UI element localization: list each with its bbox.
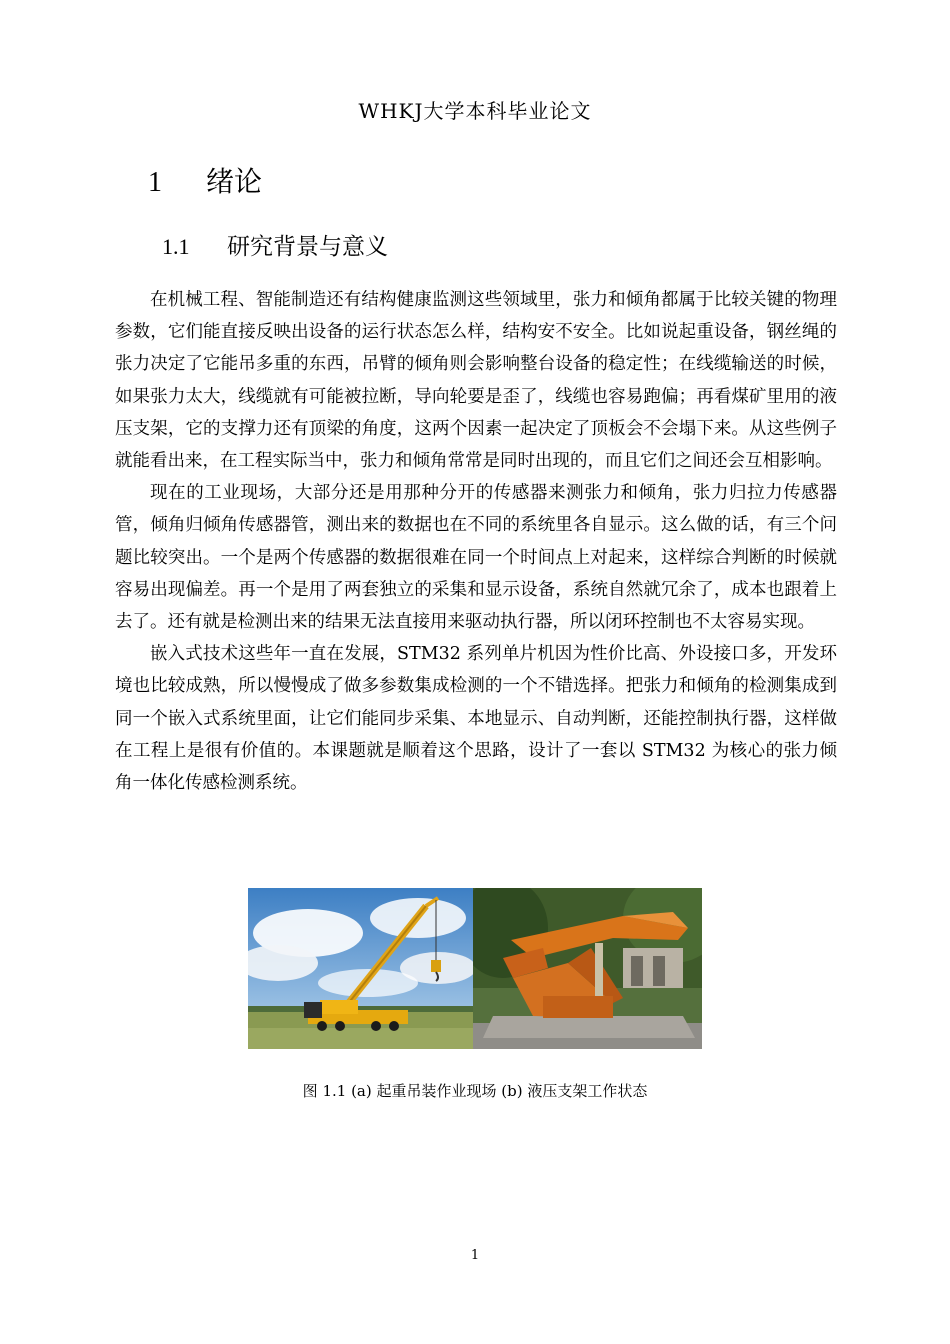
section-heading — [162, 228, 388, 261]
page-number: 1 — [470, 1248, 480, 1263]
section-title: 研究背景与意义 — [227, 234, 388, 260]
chapter-title: 绪论 — [206, 165, 263, 198]
hydraulic-support-photo — [473, 888, 702, 1049]
chapter-number: 1 — [148, 167, 162, 198]
chapter-heading — [148, 160, 262, 200]
section-number: 1.1 — [162, 234, 190, 259]
crane-photo — [248, 888, 473, 1049]
figure-caption: 图 1.1 (a) 起重吊装作业现场 (b) 液压支架工作状态 — [302, 1082, 648, 1100]
body-text — [115, 284, 837, 799]
paragraph: 在机械工程、智能制造还有结构健康监测这些领域里，张力和倾角都属于比较关键的物理参数，它们能直接反映出设备的运行状态怎么样，结构安不安全。比如说起重设备，钢丝绳的张力决定了它能吊多重的东西，吊臂的倾角则会影响整台设备的稳定性；在线缆输送的时候，如果张力太大，线缆就有可能被拉断，导向轮要是歪了，线缆也容易跑偏；再看煤矿里用的液压支架，它的支撑力还有顶梁的角度，这两个因素一起决定了顶板会不会塌下来。从这些例子就能看出来，在工程实际当中，张力和倾角常常是同时出现的，而且它们之间还会互相影响。 — [115, 290, 837, 472]
running-header: WHKJ大学本科毕业论文 — [358, 99, 592, 123]
paragraph: 现在的工业现场，大部分还是用那种分开的传感器来测张力和倾角，张力归拉力传感器管，倾角归倾角传感器管，测出来的数据也在不同的系统里各自显示。这么做的话，有三个问题比较突出。一个是两个传感器的数据很难在同一个时间点上对起来，这样综合判断的时候就容易出现偏差。再一个是用了两套独立的采集和显示设备，系统自然就冗余了，成本也跟着上去了。还有就是检测出来的结果无法直接用来驱动执行器，所以闭环控制也不太容易实现。 — [115, 483, 837, 633]
figure — [248, 888, 702, 1049]
paragraph: 嵌入式技术这些年一直在发展，STM32 系列单片机因为性价比高、外设接口多，开发环境也比较成熟，所以慢慢成了做多参数集成检测的一个不错选择。把张力和倾角的检测集成到同一个嵌入式系统里面，让它们能同步采集、本地显示、自动判断，还能控制执行器，这样做在工程上是很有价值的。本课题就是顺着这个思路，设计了一套以 STM32 为核心的张力倾角一体化传感检测系统。 — [115, 644, 837, 794]
